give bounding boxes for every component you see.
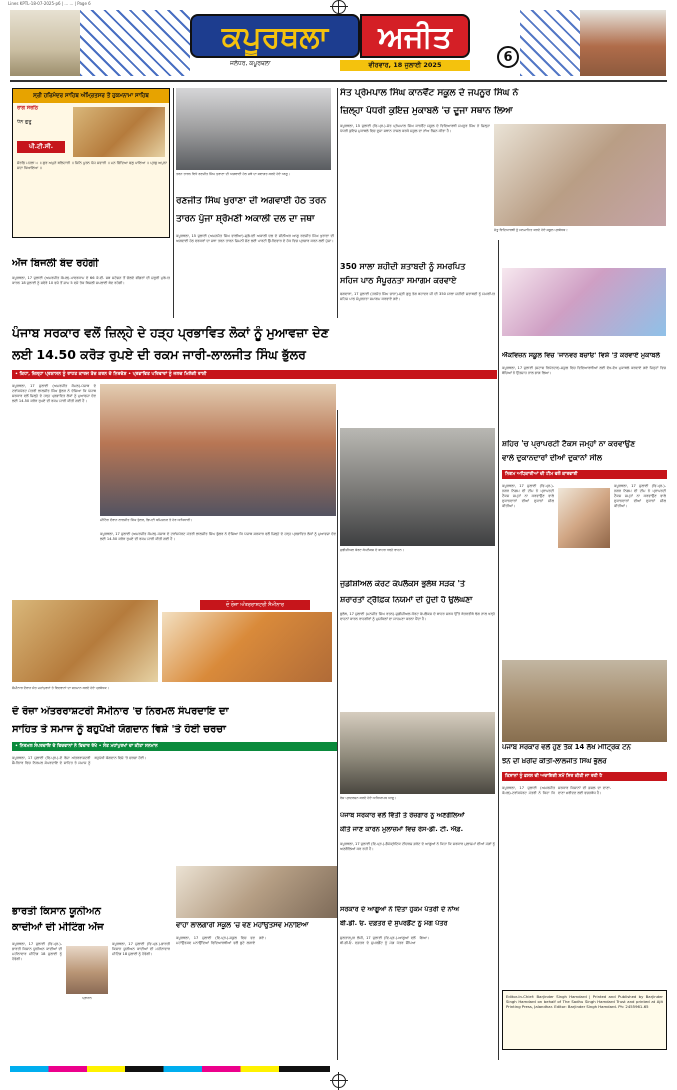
ekvision-body: ਕਪੂਰਥਲਾ, 17 ਜੁਲਾਈ (ਸਟਾਫ ਰਿਪੋਰਟਰ)-ਸਕੂਲ ਵਿਚ ਵਿਦਿਆਰਥੀਆਂ ਲਈ ਵੱਖ-ਵੱਖ ਮੁਕਾਬਲੇ ਕਰਵਾਏ ਗਏ ਜਿਨ੍ਹਾਂ ਵਿਚ ਬੱਚਿਆਂ ਨੇ ਉਤਸ਼ਾਹ ਨਾਲ ਭਾਗ ਲਿਆ। [502, 366, 666, 376]
color-calibration-bar [10, 1066, 330, 1072]
ekvision-headline: ਐੱਕਵਿਜ਼ਨ ਸਕੂਲ ਵਿਚ 'ਜਾਨਵਰ ਬਚਾਓ' ਵਿਸ਼ੇ 'ਤੇ ਕਰਵਾਏ ਮੁਕਾਬਲੇ [502, 352, 660, 359]
kisan-headline-1: ਭਾਰਤੀ ਕਿਸਾਨ ਯੂਨੀਅਨ [12, 906, 101, 917]
bijli-body: ਕਪੂਰਥਲਾ, 17 ਜੁਲਾਈ (ਅਮਰਜੀਤ ਕੋਮਲ)-ਪਾਵਰਕਾਮ ਦੇ 66 ਕੇ.ਵੀ. ਸਬ ਸਟੇਸ਼ਨ ਤੋਂ ਚੱਲਦੇ ਫੀਡਰਾਂ ਦੀ ਜ਼ਰੂਰੀ ਮੁਰੰਮਤ ਕਾਰਨ 18 ਜੁਲਾਈ ਨੂੰ ਸਵੇਰੇ 10 ਵਜੇ ਤੋਂ ਸ਼ਾਮ 5 ਵਜੇ ਤੱਕ ਬਿਜਲੀ ਸਪਲਾਈ ਬੰਦ ਰਹੇਗੀ। [12, 276, 170, 286]
dharna-caption: ਰੋਸ ਪ੍ਰਦਰਸ਼ਨ ਕਰਦੇ ਹੋਏ ਅਧਿਆਪਕ ਆਗੂ। [340, 796, 397, 800]
court-headline-1: ਜੁਡੀਸ਼ੀਅਲ ਕੋਰਟ ਕੰਪਲੈਕਸ ਭੁਲੱਥ ਸੜਕ 'ਤੇ [340, 580, 465, 588]
sealing-headline-2: ਵਾਲੇ ਦੁਕਾਨਦਾਰਾਂ ਦੀਆਂ ਦੁਕਾਨਾਂ ਸੀਲ [502, 454, 602, 462]
masthead-right-image [580, 10, 666, 76]
masthead-subline: ਜਲੰਧਰ, ਕਪੂਰਥਲਾ [230, 60, 271, 67]
registration-mark-bottom [332, 1074, 346, 1088]
sadak-headline-2: ਝੋਨੇ ਦੀ ਖ਼ਰੀਦ ਕੀਤੀ-ਲਾਲਜੀਤ ਸਿੰਘ ਭੁੱਲਰ [502, 758, 607, 765]
seminar-photo-left [12, 600, 158, 682]
bdpo-headline-2: ਬੀ.ਡੀ. ਓ. ਦਫ਼ਤਰ ਦੇ ਸੁਪਰਡੈਂਟ ਨੂੰ ਮੰਗ ਪੱਤਰ [340, 920, 448, 927]
dharna-photo [340, 712, 495, 794]
sealing-kicker: ਨਿਗਮ ਅਧਿਕਾਰੀਆਂ ਦੀ ਟੀਮ ਵਲੋਂ ਕਾਰਵਾਈ [502, 470, 667, 479]
masthead-left-image [10, 10, 80, 76]
masthead-paper-title: ਅਜੀਤ [360, 14, 470, 58]
sealing-body: ਕਪੂਰਥਲਾ, 17 ਜੁਲਾਈ (ਵਿ.ਪ੍ਰ.)-ਨਗਰ ਨਿਗਮ ਦੀ ਟੀਮ ਨੇ ਪ੍ਰਾਪਰਟੀ ਟੈਕਸ ਜਮ੍ਹਾਂ ਨਾ ਕਰਵਾਉਣ ਵਾਲੇ ਦੁਕਾਨਦਾਰਾਂ ਦੀਆਂ ਦੁਕਾਨਾਂ ਸੀਲ ਕੀਤੀਆਂ। [502, 484, 554, 509]
seminar-kicker: • ਨਿਰਮਲ ਸੰਪਰਦਾਇ ਦੇ ਵਿਦਵਾਨਾਂ ਨੇ ਵਿਚਾਰ ਰੱਖੇ • ਸੰਤ ਮਹਾਂਪੁਰਖਾਂ ਦਾ ਕੀਤਾ ਸਨਮਾਨ [12, 742, 338, 751]
column-rule-1 [173, 88, 174, 318]
kisan-body-continued: ਕਪੂਰਥਲਾ, 17 ਜੁਲਾਈ (ਵਿ.ਪ੍ਰ.)-ਭਾਰਤੀ ਕਿਸਾਨ ਯੂਨੀਅਨ ਕਾਦੀਆਂ ਦੀ ਮਹੀਨਾਵਾਰ ਮੀਟਿੰਗ 18 ਜੁਲਾਈ ਨੂੰ ਹੋਵੇਗੀ। [112, 942, 170, 957]
ekvision-photo [502, 268, 666, 336]
column-rule-2 [337, 88, 338, 318]
seminar-banner: ਦੋ ਰੋਜ਼ਾ ਅੰਤਰਰਾਸ਼ਟਰੀ ਸੈਮੀਨਾਰ [200, 600, 310, 610]
kisan-photo-caption: ਪ੍ਰਧਾਨ [82, 996, 92, 1000]
bijli-headline: ਅੱਜ ਬਿਜਲੀ ਬੰਦ ਰਹੇਗੀ [12, 258, 99, 269]
bdpo-headline-1: ਸਰਕਾਰ ਦੇ ਆਗੂਆਂ ਨੇ ਦਿੱਤਾ ਹੁਕਮ ਪੱਤਰੀ ਦੇ ਨਾਂਅ [340, 906, 460, 913]
bdpo-body: ਸੁਲਤਾਨਪੁਰ ਲੋਧੀ, 17 ਜੁਲਾਈ (ਵਿ.ਪ੍ਰ.)-ਆਗੂਆਂ ਵਲੋਂ ਬੀ.ਡੀ.ਓ. ਦਫ਼ਤਰ ਦੇ ਸੁਪਰਡੈਂਟ ਨੂੰ ਮੰਗ ਪੱਤਰ ਸੌਂਪਿਆ ਗਿਆ। [340, 936, 430, 946]
shatabdi-headline-1: 350 ਸਾਲਾ ਸ਼ਹੀਦੀ ਸ਼ਤਾਬਦੀ ਨੂੰ ਸਮਰਪਿਤ [340, 262, 466, 271]
masthead [190, 14, 490, 72]
seminar-headline-1: ਦੋ ਰੋਜ਼ਾ ਅੰਤਰਰਾਸ਼ਟਰੀ ਸੈਮੀਨਾਰ 'ਚ ਨਿਰਮਲ ਸੰਪਰਦਾਇ ਦਾ [12, 706, 229, 717]
seminar-headline-2: ਸਾਹਿਤ ਤੇ ਸਮਾਜ ਨੂੰ ਬਹੁਪੱਖੀ ਯੋਗਦਾਨ ਵਿਸ਼ੇ 'ਤੇ ਹੋਈ ਚਰਚਾ [12, 724, 226, 735]
hukamnama-heading: ਸ੍ਰੀ ਹਰਿਮੰਦਰ ਸਾਹਿਬ ਅੰਮ੍ਰਿਤਸਰ ਤੋਂ ਹੁਕਮਨਾਮਾ ਸਾਹਿਬ [13, 89, 169, 103]
tarn-taran-headline-2: ਤਾਰਨ ਪੁੱਜਾ ਸ਼੍ਰੋਮਣੀ ਅਕਾਲੀ ਦਲ ਦਾ ਜਥਾ [176, 214, 315, 224]
hadh-caption: ਮੀਟਿੰਗ ਦੌਰਾਨ ਲਾਲਜੀਤ ਸਿੰਘ ਭੁੱਲਰ, ਡਿਪਟੀ ਕਮਿਸ਼ਨਰ ਤੇ ਹੋਰ ਅਧਿਕਾਰੀ। [100, 518, 193, 522]
imprint-text: Editor-In-Chief: Barjinder Singh Hamdard | Printed and Published by Barjinder Singh Hamdard on behalf of The Sadhu Singh Hamdard Trust and printed at Ajit Printing Press, Jalandhar. Editor: Barjinder Singh Hamdard. Ph: 2455961-65 [506, 994, 663, 1009]
tarn-taran-photo [176, 88, 331, 170]
school-caption: ਜੇਤੂ ਵਿਦਿਆਰਥੀ ਨੂੰ ਸਨਮਾਨਿਤ ਕਰਦੇ ਹੋਏ ਸਕੂਲ ਪ੍ਰਬੰਧਕ। [494, 228, 568, 232]
hukamnama-label: ਧੰਨ ਗੁਰੂ [17, 119, 32, 125]
column-rule-4 [337, 410, 338, 1060]
imprint-box [502, 990, 667, 1050]
hukamnama-body: ਸੋਰਠਿ ਮਹਲਾ ੫ ॥ ਗੁਰ ਅਪੁਨੇ ਬਲਿਹਾਰੀ ॥ ਜਿਨਿ ਪੂਰਨ ਪੈਜ ਸਵਾਰੀ ॥ ਮਨ ਚਿੰਦਿਆ ਫਲੁ ਪਾਇਆ ॥ ਪ੍ਰਭੁ ਅਪੁਨਾ ਸਦਾ ਧਿਆਇਆ ॥ [17, 161, 167, 171]
kisan-body: ਕਪੂਰਥਲਾ, 17 ਜੁਲਾਈ (ਵਿ.ਪ੍ਰ.)-ਭਾਰਤੀ ਕਿਸਾਨ ਯੂਨੀਅਨ ਕਾਦੀਆਂ ਦੀ ਮਹੀਨਾਵਾਰ ਮੀਟਿੰਗ 18 ਜੁਲਾਈ ਨੂੰ ਹੋਵੇਗੀ। [12, 942, 62, 962]
school2-body: ਕਪੂਰਥਲਾ, 17 ਜੁਲਾਈ (ਵਿ.ਪ੍ਰ.)-ਸਕੂਲ ਵਿਚ ਵਣ ਮਹਾਂਉਤਸਵ ਮਨਾਉਂਦਿਆਂ ਵਿਦਿਆਰਥੀਆਂ ਵਲੋਂ ਬੂਟੇ ਲਗਾਏ ਗਏ। [176, 936, 267, 946]
sealing-headline-1: ਸ਼ਹਿਰ 'ਚ ਪ੍ਰਾਪਰਟੀ ਟੈਕਸ ਜਮ੍ਹਾਂ ਨਾ ਕਰਵਾਉਣ [502, 440, 636, 448]
sadak-photo [502, 660, 667, 742]
shatabdi-headline-2: ਸਹਿਜ ਪਾਠ ਸੰਪੂਰਨਤਾ ਸਮਾਗਮ ਕਰਵਾਏ [340, 276, 457, 285]
hadh-body-continued: ਕਪੂਰਥਲਾ, 17 ਜੁਲਾਈ (ਅਮਰਜੀਤ ਕੋਮਲ)-ਪੰਜਾਬ ਦੇ ਟਰਾਂਸਪੋਰਟ ਮੰਤਰੀ ਲਾਲਜੀਤ ਸਿੰਘ ਭੁੱਲਰ ਨੇ ਦੱਸਿਆ ਕਿ ਪੰਜਾਬ ਸਰਕਾਰ ਵਲੋਂ ਜ਼ਿਲ੍ਹੇ ਦੇ ਹੜ੍ਹ ਪ੍ਰਭਾਵਿਤ ਲੋਕਾਂ ਨੂੰ ਮੁਆਵਜ਼ਾ ਦੇਣ ਲਈ 14.50 ਕਰੋੜ ਰੁਪਏ ਦੀ ਰਕਮ ਜਾਰੀ ਕੀਤੀ ਗਈ ਹੈ। [100, 532, 336, 542]
hadh-body: ਕਪੂਰਥਲਾ, 17 ਜੁਲਾਈ (ਅਮਰਜੀਤ ਕੋਮਲ)-ਪੰਜਾਬ ਦੇ ਟਰਾਂਸਪੋਰਟ ਮੰਤਰੀ ਲਾਲਜੀਤ ਸਿੰਘ ਭੁੱਲਰ ਨੇ ਦੱਸਿਆ ਕਿ ਪੰਜਾਬ ਸਰਕਾਰ ਵਲੋਂ ਜ਼ਿਲ੍ਹੇ ਦੇ ਹੜ੍ਹ ਪ੍ਰਭਾਵਿਤ ਲੋਕਾਂ ਨੂੰ ਮੁਆਵਜ਼ਾ ਦੇਣ ਲਈ 14.50 ਕਰੋੜ ਰੁਪਏ ਦੀ ਰਕਮ ਜਾਰੀ ਕੀਤੀ ਗਈ ਹੈ। [12, 384, 96, 404]
seminar-photo-right [162, 612, 332, 682]
masthead-left-pattern [80, 10, 190, 76]
seminar-body: ਕਪੂਰਥਲਾ, 17 ਜੁਲਾਈ (ਵਿ.ਪ੍ਰ.)-ਦੋ ਰੋਜ਼ਾ ਅੰਤਰਰਾਸ਼ਟਰੀ ਸੈਮੀਨਾਰ ਵਿਚ ਨਿਰਮਲ ਸੰਪਰਦਾਇ ਦੇ ਸਾਹਿਤ ਤੇ ਸਮਾਜ ਨੂੰ ਬਹੁਪੱਖੀ ਯੋਗਦਾਨ ਵਿਸ਼ੇ 'ਤੇ ਚਰਚਾ ਹੋਈ। [12, 756, 147, 766]
shatabdi-body: ਫਗਵਾੜਾ, 17 ਜੁਲਾਈ (ਹਰਜੋਤ ਸਿੰਘ ਚਾਨਾ)-ਸ੍ਰੀ ਗੁਰੂ ਤੇਗ ਬਹਾਦਰ ਜੀ ਦੀ 350 ਸਾਲਾ ਸ਼ਹੀਦੀ ਸ਼ਤਾਬਦੀ ਨੂੰ ਸਮਰਪਿਤ ਸਹਿਜ ਪਾਠ ਸੰਪੂਰਨਤਾ ਸਮਾਗਮ ਕਰਵਾਏ ਗਏ। [340, 292, 495, 302]
masthead-right-pattern [520, 10, 580, 76]
hukamnama-box [12, 88, 170, 238]
tarn-taran-caption: ਤਰਨ ਤਾਰਨ ਵਿਖੇ ਰਣਜੀਤ ਸਿੰਘ ਖੁਰਾਣਾ ਦੀ ਅਗਵਾਈ ਹੇਠ ਜਥੇ ਦਾ ਸਵਾਗਤ ਕਰਦੇ ਹੋਏ ਆਗੂ। [176, 172, 291, 176]
sealing-body-continued: ਕਪੂਰਥਲਾ, 17 ਜੁਲਾਈ (ਵਿ.ਪ੍ਰ.)-ਨਗਰ ਨਿਗਮ ਦੀ ਟੀਮ ਨੇ ਪ੍ਰਾਪਰਟੀ ਟੈਕਸ ਜਮ੍ਹਾਂ ਨਾ ਕਰਵਾਉਣ ਵਾਲੇ ਦੁਕਾਨਦਾਰਾਂ ਦੀਆਂ ਦੁਕਾਨਾਂ ਸੀਲ ਕੀਤੀਆਂ। [614, 484, 666, 509]
school-headline-1: ਸੰਤ ਪ੍ਰੇਮਪਾਲ ਸਿੰਘ ਕਾਨਵੈਂਟ ਸਕੂਲ ਦੇ ਜਪਨੂਰ ਸਿੰਘ ਨੇ [340, 88, 519, 98]
tarn-taran-headline-1: ਰਣਜੀਤ ਸਿੰਘ ਖੁਰਾਣਾ ਦੀ ਅਗਵਾਈ ਹੇਠ ਤਰਨ [176, 196, 327, 206]
school-headline-2: ਜ਼ਿਲ੍ਹਾ ਪੱਧਰੀ ਕੁਇਜ਼ ਮੁਕਾਬਲੇ 'ਚ ਦੂਜਾ ਸਥਾਨ ਲਿਆ [340, 106, 513, 116]
court-headline-2: ਸ਼ਰਾਰਤਾਂ ਟ੍ਰੈਫ਼ਿਕ ਨਿਯਮਾਂ ਦੀ ਹੁੰਦੀ ਹੈ ਉਲੰਘਣਾ [340, 596, 473, 604]
masthead-rule [10, 80, 667, 82]
dharna-body: ਕਪੂਰਥਲਾ, 17 ਜੁਲਾਈ (ਵਿ.ਪ੍ਰ.)-ਡੈਮੋਕ੍ਰੇਟਿਕ ਟੀਚਰਜ਼ ਫ਼ਰੰਟ ਦੇ ਆਗੂਆਂ ਨੇ ਕਿਹਾ ਕਿ ਸਰਕਾਰ ਮੁਲਾਜ਼ਮਾਂ ਦੀਆਂ ਮੰਗਾਂ ਨੂੰ ਅਣਗੌਲਿਆਂ ਕਰ ਰਹੀ ਹੈ। [340, 842, 495, 852]
masthead-date: ਵੀਰਵਾਰ, 18 ਜੁਲਾਈ 2025 [340, 60, 470, 71]
dharna-headline-1: ਪੰਜਾਬ ਸਰਕਾਰ ਵਲੋਂ ਵਿੱਤੀ ਤੇ ਰੋਜ਼ਗਾਰ ਨੂੰ ਅਣਗੌਲਿਆਂ [340, 812, 465, 819]
sadak-kicker: ਕਿਸਾਨਾਂ ਨੂੰ ਫ਼ਸਲ ਦੀ ਅਦਾਇਗੀ ਸਮੇਂ ਸਿਰ ਕੀਤੀ ਜਾ ਰਹੀ ਹੈ [502, 772, 667, 781]
print-slug: Lines KPTL-18-07-2025-p6 | ... ... | Page 6 [8, 1, 91, 6]
school2-photo [176, 866, 338, 918]
hukamnama-tag: ਪੀ.ਟੀ.ਸੀ. [17, 141, 65, 153]
hadh-headline-2: ਲਈ 14.50 ਕਰੋੜ ਰੁਪਏ ਦੀ ਰਕਮ ਜਾਰੀ-ਲਾਲਜੀਤ ਸਿੰਘ ਭੁੱਲਰ [12, 348, 306, 362]
sealing-photo [558, 488, 610, 548]
hadh-photo [100, 384, 336, 516]
hukamnama-subheading: ਰਾਗ ਸੋਰਠਿ [17, 105, 39, 111]
seminar-caption: ਸੈਮੀਨਾਰ ਦੌਰਾਨ ਸੰਤ ਮਹਾਂਪੁਰਖਾਂ ਤੇ ਵਿਦਵਾਨਾਂ ਦਾ ਸਨਮਾਨ ਕਰਦੇ ਹੋਏ ਪ੍ਰਬੰਧਕ। [12, 686, 109, 690]
hadh-headline-1: ਪੰਜਾਬ ਸਰਕਾਰ ਵਲੋਂ ਜ਼ਿਲ੍ਹੇ ਦੇ ਹੜ੍ਹ ਪ੍ਰਭਾਵਿਤ ਲੋਕਾਂ ਨੂੰ ਮੁਆਵਜ਼ਾ ਦੇਣ [12, 326, 329, 340]
kisan-photo [66, 946, 108, 994]
court-body: ਭੁਲੱਥ, 17 ਜੁਲਾਈ (ਮਨਜੀਤ ਸਿੰਘ ਰਤਨ)-ਜੁਡੀਸ਼ੀਅਲ ਕੋਰਟ ਕੰਪਲੈਕਸ ਦੇ ਬਾਹਰ ਸੜਕ ਉੱਤੇ ਬੇਤਰਤੀਬੇ ਢੰਗ ਨਾਲ ਖੜ੍ਹੇ ਵਾਹਨਾਂ ਕਾਰਨ ਰਾਹਗੀਰਾਂ ਨੂੰ ਮੁਸ਼ਕਿਲਾਂ ਦਾ ਸਾਹਮਣਾ ਕਰਨਾ ਪੈਂਦਾ ਹੈ। [340, 612, 495, 622]
dharna-headline-2: ਕੀਤੇ ਜਾਣ ਕਾਰਨ ਮੁਲਾਜ਼ਮਾਂ ਵਿਚ ਰੋਸ-ਡੀ. ਟੀ. ਐਫ਼. [340, 826, 464, 833]
hukamnama-image [73, 107, 165, 157]
kisan-headline-2: ਕਾਦੀਆਂ ਦੀ ਮੀਟਿੰਗ ਅੱਜ [12, 922, 104, 933]
school-photo [494, 124, 666, 226]
court-photo [340, 428, 495, 546]
registration-mark-top [332, 0, 346, 14]
sadak-headline-1: ਪੰਜਾਬ ਸਰਕਾਰ ਵਲੋਂ ਹੁਣ ਤੱਕ 14 ਲੱਖ ਮੀਟ੍ਰਿਕ ਟਨ [502, 744, 631, 751]
column-rule-3 [498, 240, 499, 1060]
page-number: 6 [497, 46, 519, 68]
tarn-taran-body: ਕਪੂਰਥਲਾ, 15 ਜੁਲਾਈ (ਅਮਨਜੋਤ ਸਿੰਘ ਵਾਲੀਆ)-ਸ਼੍ਰੋਮਣੀ ਅਕਾਲੀ ਦਲ ਦੇ ਸੀਨੀਅਰ ਆਗੂ ਰਣਜੀਤ ਸਿੰਘ ਖੁਰਾਣਾ ਦੀ ਅਗਵਾਈ ਹੇਠ ਵਰਕਰਾਂ ਦਾ ਜਥਾ ਤਰਨ ਤਾਰਨ ਜ਼ਿਮਨੀ ਚੋਣ ਲਈ ਪਾਰਟੀ ਉਮੀਦਵਾਰ ਦੇ ਹੱਕ ਵਿਚ ਪ੍ਰਚਾਰ ਕਰਨ ਲਈ ਪੁੱਜਾ। [176, 234, 334, 244]
hadh-kicker: • ਕਿਹਾ, ਜ਼ਿਲ੍ਹਾ ਪ੍ਰਸ਼ਾਸਨ ਨੂੰ ਰਾਹਤ ਕਾਰਜ ਤੇਜ਼ ਕਰਨ ਦੇ ਨਿਰਦੇਸ਼ • ਪ੍ਰਭਾਵਿਤ ਪਰਿਵਾਰਾਂ ਨੂੰ ਜਲਦ ਮਿਲੇਗੀ ਰਾਸ਼ੀ [12, 370, 497, 379]
school-body: ਕਪੂਰਥਲਾ, 15 ਜੁਲਾਈ (ਵਿ.ਪ੍ਰ.)-ਸੰਤ ਪ੍ਰੇਮਪਾਲ ਸਿੰਘ ਕਾਨਵੈਂਟ ਸਕੂਲ ਦੇ ਵਿਦਿਆਰਥੀ ਜਪਨੂਰ ਸਿੰਘ ਨੇ ਜ਼ਿਲ੍ਹਾ ਪੱਧਰੀ ਕੁਇਜ਼ ਮੁਕਾਬਲੇ ਵਿਚ ਦੂਜਾ ਸਥਾਨ ਹਾਸਲ ਕਰਕੇ ਸਕੂਲ ਦਾ ਨਾਂਅ ਰੌਸ਼ਨ ਕੀਤਾ ਹੈ। [340, 124, 490, 134]
masthead-city-title: ਕਪੂਰਥਲਾ [190, 14, 360, 58]
school2-headline: ਵਾਹਾ ਲਾਲਗਾਰੀ ਸਕੂਲ 'ਚ ਵਣ ਮਹਾਂਉਤਸਵ ਮਨਾਇਆ [176, 922, 309, 929]
court-caption: ਜੁਡੀਸ਼ੀਅਲ ਕੋਰਟ ਕੰਪਲੈਕਸ ਦੇ ਬਾਹਰ ਖੜ੍ਹੇ ਵਾਹਨ। [340, 548, 404, 552]
sadak-body: ਕਪੂਰਥਲਾ, 17 ਜੁਲਾਈ (ਅਮਰਜੀਤ ਕੋਮਲ)-ਟਰਾਂਸਪੋਰਟ ਮੰਤਰੀ ਨੇ ਕਿਹਾ ਕਿ ਸਰਕਾਰ ਕਿਸਾਨਾਂ ਦੀ ਫ਼ਸਲ ਦਾ ਦਾਣਾ-ਦਾਣਾ ਖ਼ਰੀਦਣ ਲਈ ਵਚਨਬੱਧ ਹੈ। [502, 786, 611, 796]
